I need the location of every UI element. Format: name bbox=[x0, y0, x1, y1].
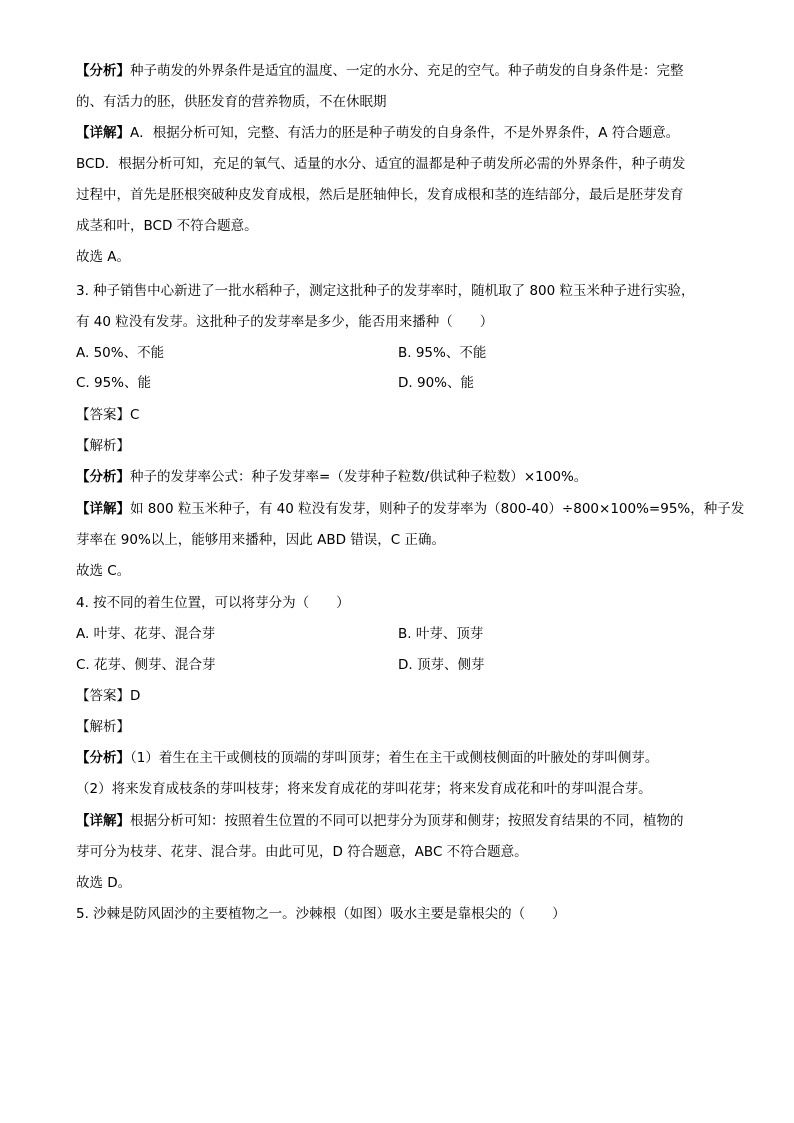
q4-detail-line-2: 芽可分为枝芽、花芽、混合芽。由此可见，D 符合题意，ABC 不符合题意。 bbox=[76, 844, 528, 860]
q3-detail-line-2: 芽率在 90%以上，能够用来播种，因此 ABD 错误，C 正确。 bbox=[76, 532, 445, 548]
detail-tag: 【详解】 bbox=[76, 501, 130, 517]
q3-stem-line-2: 有 40 粒没有发芽。这批种子的发芽率是多少，能否用来播种（ ） bbox=[76, 314, 494, 330]
q5-stem: 5. 沙棘是防风固沙的主要植物之一。沙棘根（如图）吸水主要是靠根尖的（ ） bbox=[76, 906, 566, 922]
q3-analysis: 【分析】种子的发芽率公式：种子发芽率=（发芽种子粒数/供试种子粒数）×100%。 bbox=[76, 469, 588, 485]
q4-analysis-line-1: 【分析】（1）着生在主干或侧枝的顶端的芽叫顶芽；着生在主干或侧枝侧面的叶腋处的芽叫侧芽。 bbox=[76, 750, 659, 766]
q4-option-b: B. 叶芽、顶芽 bbox=[398, 626, 484, 642]
q3-answer: 【答案】C bbox=[76, 407, 140, 423]
detail-tag: 【详解】 bbox=[76, 125, 130, 141]
q4-analysis-line-2: （2）将来发育成枝条的芽叫枝芽；将来发育成花的芽叫花芽；将来发育成花和叶的芽叫混合芽。 bbox=[76, 781, 652, 797]
q3-option-d: D. 90%、能 bbox=[398, 375, 474, 391]
q3-option-a: A. 50%、不能 bbox=[76, 345, 165, 361]
analysis-tag: 【分析】 bbox=[76, 750, 130, 766]
q3-jiexi: 【解析】 bbox=[76, 438, 130, 454]
analysis-tag: 【分析】 bbox=[76, 469, 130, 485]
q2-detail-line-4: 成茎和叶，BCD 不符合题意。 bbox=[76, 218, 258, 234]
q3-stem-line-1: 3. 种子销售中心新进了一批水稻种子，测定这批种子的发芽率时，随机取了 800 粒玉米种子进行实验， bbox=[76, 283, 695, 299]
q4-jiexi: 【解析】 bbox=[76, 719, 130, 735]
q4-option-c: C. 花芽、侧芽、混合芽 bbox=[76, 657, 216, 673]
q4-detail-line-1: 【详解】根据分析可知：按照着生位置的不同可以把芽分为顶芽和侧芽；按照发育结果的不同，植物的 bbox=[76, 813, 684, 829]
q2-detail-line-1: 【详解】A．根据分析可知，完整、有活力的胚是种子萌发的自身条件，不是外界条件，A 符合题意。 bbox=[76, 125, 680, 141]
q2-choice: 故选 A。 bbox=[76, 249, 131, 265]
q3-detail-line-1: 【详解】如 800 粒玉米种子，有 40 粒没有发芽，则种子的发芽率为（800-40）÷800×100%=95%，种子发 bbox=[76, 501, 745, 517]
q2-detail-line-3: 过程中，首先是胚根突破种皮发育成根，然后是胚轴伸长，发育成根和茎的连结部分，最后是胚芽发育 bbox=[76, 187, 684, 203]
q4-stem: 4. 按不同的着生位置，可以将芽分为（ ） bbox=[76, 595, 350, 611]
q4-answer: 【答案】D bbox=[76, 688, 141, 704]
analysis-tag: 【分析】 bbox=[76, 63, 130, 79]
detail-tag: 【详解】 bbox=[76, 813, 130, 829]
q3-option-c: C. 95%、能 bbox=[76, 375, 152, 391]
q2-analysis-line-1: 【分析】种子萌发的外界条件是适宜的温度、一定的水分、充足的空气。种子萌发的自身条件是：完整 bbox=[76, 63, 684, 79]
q3-choice: 故选 C。 bbox=[76, 563, 131, 579]
q2-detail-line-2: BCD．根据分析可知，充足的氧气、适量的水分、适宜的温都是种子萌发所必需的外界条件，种子萌发 bbox=[76, 156, 686, 172]
q4-choice: 故选 D。 bbox=[76, 875, 132, 891]
q2-analysis-line-2: 的、有活力的胚，供胚发育的营养物质，不在休眠期 bbox=[76, 94, 387, 110]
q4-option-d: D. 顶芽、侧芽 bbox=[398, 657, 485, 673]
q4-option-a: A. 叶芽、花芽、混合芽 bbox=[76, 626, 216, 642]
q3-option-b: B. 95%、不能 bbox=[398, 345, 487, 361]
